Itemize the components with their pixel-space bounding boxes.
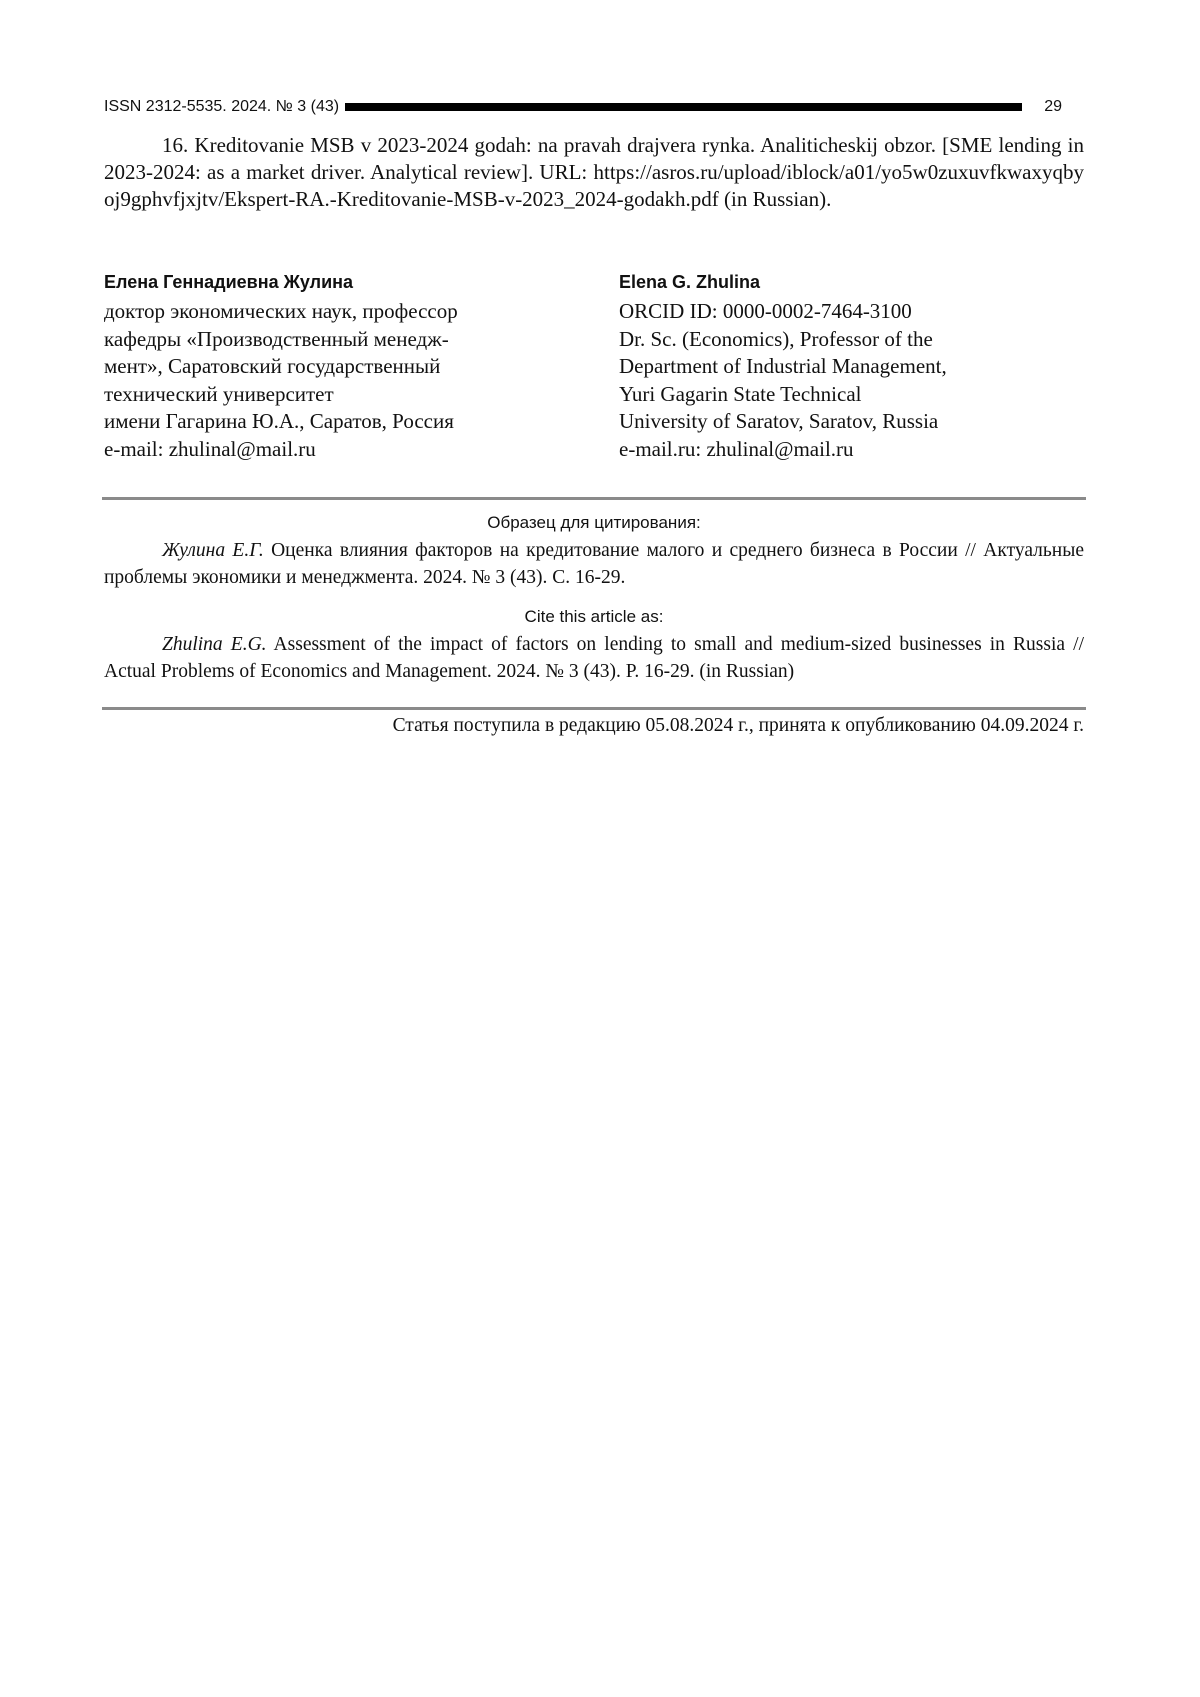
citation-ru-author: Жулина Е.Г. bbox=[162, 540, 264, 561]
author-info-en bbox=[619, 270, 1099, 463]
author-name-ru: Елена Геннадиевна Жулина bbox=[104, 272, 354, 292]
divider bbox=[102, 497, 1086, 500]
author-ru-line: имени Гагарина Ю.А., Саратов, Россия bbox=[104, 409, 454, 433]
citation-en-author: Zhulina E.G. bbox=[162, 634, 267, 655]
author-en-line: University of Saratov, Saratov, Russia bbox=[619, 409, 939, 433]
author-ru-line: технический университет bbox=[104, 381, 334, 406]
received-note: Статья поступила в редакцию 05.08.2024 г., принята к опубликованию 04.09.2024 г. bbox=[392, 715, 1084, 736]
citation-en bbox=[104, 631, 1084, 685]
citation-heading-en: Cite this article as: bbox=[524, 607, 664, 626]
citation-heading-ru: Образец для цитирования: bbox=[487, 513, 701, 532]
author-en-line: Department of Industrial Management, bbox=[619, 354, 947, 378]
reference-item-16: 16. Kreditovanie MSB v 2023-2024 godah: na pravah drajvera rynka. Analiticheskij obzor. [SME lending in 2023-2024: as a market driver. Analytical review]. URL: https://asros.ru/upload/iblock/a01/yo5w0zuxuvfkwaxyqbyoj9gphvfjxjtv/Ekspert-RA.-Kreditovanie-MSB-v-2023_2024-godakh.pdf (in Russian). bbox=[104, 133, 1084, 211]
page-number: 29 bbox=[1044, 98, 1062, 115]
author-ru-line: мент», Саратовский государственный bbox=[104, 354, 441, 378]
issn-line: ISSN 2312-5535. 2024. № 3 (43) bbox=[104, 98, 340, 115]
divider bbox=[102, 707, 1086, 710]
citation-ru-text: Оценка влияния факторов на кредитование малого и среднего бизнеса в России // Актуальные проблемы экономики и менеджмента. 2024. № 3 (43). С. 16-29. bbox=[104, 540, 1084, 588]
header-rule bbox=[345, 103, 1022, 111]
running-header bbox=[104, 96, 1062, 118]
author-en-line: Dr. Sc. (Economics), Professor of the bbox=[619, 326, 933, 351]
author-orcid: ORCID ID: 0000-0002-7464-3100 bbox=[619, 299, 912, 323]
citation-en-text: Assessment of the impact of factors on lending to small and medium-sized businesses in Russia // Actual Problems of Economics and Management. 2024. № 3 (43). P. 16-29. (in Russian) bbox=[104, 634, 1084, 682]
author-ru-email: e-mail: zhulinal@mail.ru bbox=[104, 436, 316, 461]
author-ru-line: доктор экономических наук, профессор bbox=[104, 299, 458, 323]
author-ru-line: кафедры «Производственный менедж- bbox=[104, 326, 449, 351]
citation-ru bbox=[104, 537, 1084, 591]
author-en-line: Yuri Gagarin State Technical bbox=[619, 381, 862, 406]
author-info-ru bbox=[104, 270, 584, 463]
author-name-en: Elena G. Zhulina bbox=[619, 272, 761, 292]
author-en-email: e-mail.ru: zhulinal@mail.ru bbox=[619, 436, 854, 461]
